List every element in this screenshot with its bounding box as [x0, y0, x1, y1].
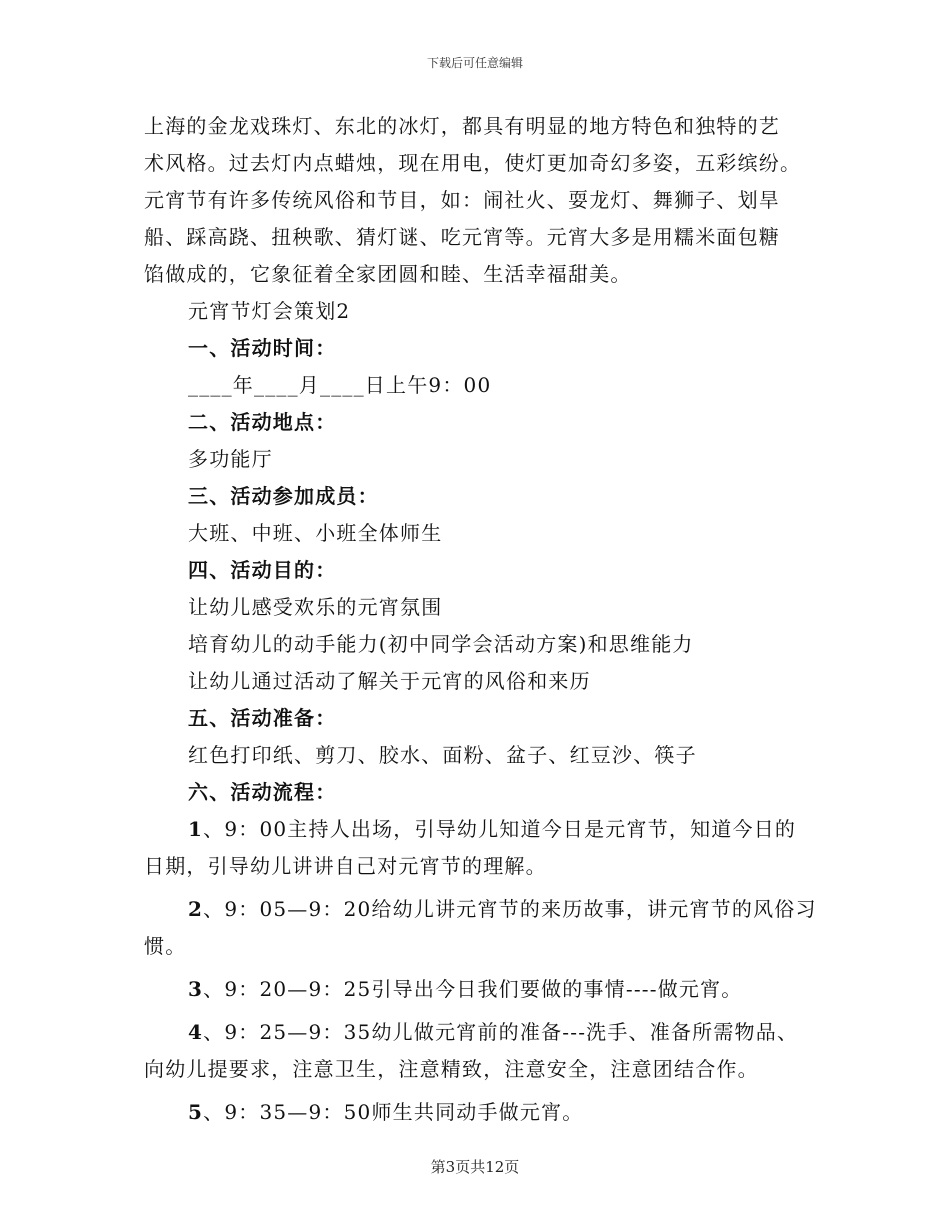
document-body — [144, 108, 824, 1131]
section-heading: 三、活动参加成员： — [188, 484, 379, 508]
step-text: 、9：00主持人出场，引导幼儿知道今日是元宵节，知道今日的 — [203, 817, 797, 841]
section-item: 让幼儿感受欢乐的元宵氛围 — [188, 595, 443, 619]
paragraph-line: 术风格。过去灯内点蜡烛，现在用电，使灯更加奇幻多姿，五彩缤纷。 — [144, 151, 802, 175]
step-number: 5 — [188, 1100, 204, 1124]
section-item: ____年____月____日上午9：00 — [188, 373, 492, 397]
section-item: 培育幼儿的动手能力(初中同学会活动方案)和思维能力 — [188, 632, 694, 656]
step-line — [144, 811, 824, 848]
section-heading: 一、活动时间： — [188, 336, 337, 360]
step-number: 2 — [188, 897, 204, 921]
step-text: 、9：35—9：50师生共同动手做元宵。 — [203, 1100, 584, 1124]
step-line-continued: 向幼儿提要求，注意卫生，注意精致，注意安全，注意团结合作。 — [144, 1057, 759, 1081]
page-header-note: 下载后可任意编辑 — [426, 56, 523, 70]
step-number: 3 — [188, 977, 204, 1001]
step-line-continued: 日期，引导幼儿讲讲自己对元宵节的理解。 — [144, 854, 547, 878]
section-item: 大班、中班、小班全体师生 — [188, 521, 443, 545]
step-line — [144, 1014, 824, 1051]
step-text: 、9：25—9：35幼儿做元宵前的准备---洗手、准备所需物品、 — [203, 1020, 799, 1044]
section-heading: 五、活动准备： — [188, 706, 337, 730]
section-item: 红色打印纸、剪刀、胶水、面粉、盆子、红豆沙、筷子 — [188, 743, 697, 767]
step-text: 、9：05—9：20给幼儿讲元宵节的来历故事，讲元宵节的风俗习 — [203, 897, 817, 921]
paragraph-line: 船、踩高跷、扭秧歌、猜灯谜、吃元宵等。元宵大多是用糯米面包糖 — [144, 225, 780, 249]
step-text: 、9：20—9：25引导出今日我们要做的事情----做元宵。 — [203, 977, 743, 1001]
step-line — [144, 1094, 824, 1131]
plan-title: 元宵节灯会策划2 — [188, 299, 351, 323]
paragraph-line: 上海的金龙戏珠灯、东北的冰灯，都具有明显的地方特色和独特的艺 — [144, 114, 780, 138]
step-line — [144, 891, 824, 928]
step-number: 1 — [188, 817, 204, 841]
section-item: 让幼儿通过活动了解关于元宵的风俗和来历 — [188, 669, 591, 693]
section-item: 多功能厅 — [188, 447, 273, 471]
step-line — [144, 971, 824, 1008]
section-heading: 二、活动地点： — [188, 410, 337, 434]
step-number: 4 — [188, 1020, 204, 1044]
section-heading: 六、活动流程： — [188, 780, 337, 804]
section-heading: 四、活动目的： — [188, 558, 337, 582]
paragraph-line: 元宵节有许多传统风俗和节目，如：闹社火、耍龙灯、舞狮子、划旱 — [144, 188, 780, 212]
paragraph-line: 馅做成的，它象征着全家团圆和睦、生活幸福甜美。 — [144, 262, 632, 286]
step-line-continued: 惯。 — [144, 934, 187, 958]
page-footer-number: 第3页共12页 — [430, 1158, 520, 1176]
